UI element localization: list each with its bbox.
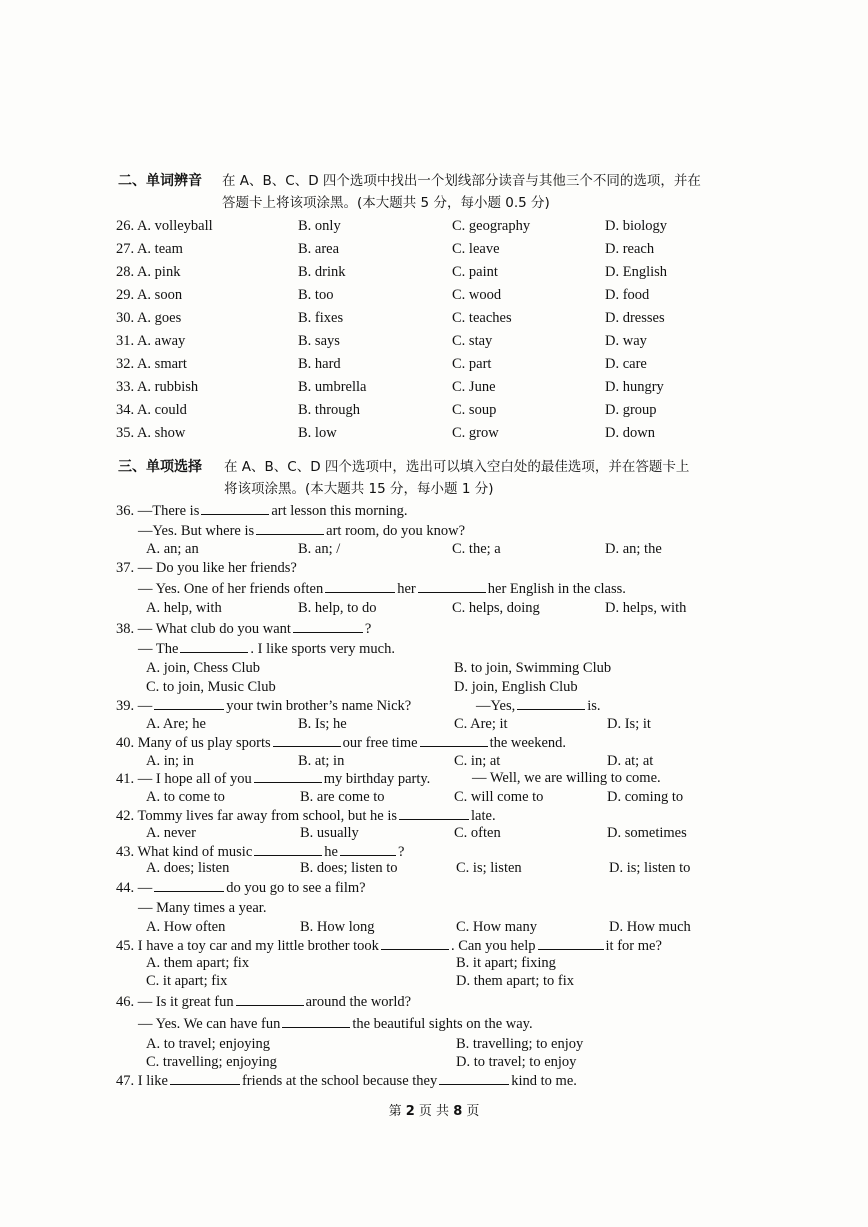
option-d: D. sometimes <box>607 825 687 841</box>
option-d: D. join, English Club <box>454 679 578 695</box>
q36-line1 <box>0 499 868 521</box>
q38-text: ? <box>364 621 372 637</box>
option-c: C. leave <box>452 241 500 257</box>
option-c: C. wood <box>452 287 502 303</box>
option-b: B. area <box>298 241 340 257</box>
section2-instruction-1: 在 A、B、C、D 四个选项中找出一个划线部分读音与其他三个不同的选项，并在 <box>222 173 701 189</box>
option-b: B. hard <box>298 356 341 372</box>
option-d: D. an; the <box>605 541 662 557</box>
q41-text: — Well, we are willing to come. <box>472 770 661 786</box>
q40-text: 40. Many of us play sports <box>116 735 271 751</box>
option-d: D. helps, with <box>605 600 687 616</box>
q44-text: — Many times a year. <box>138 900 267 916</box>
answer-blank <box>180 637 248 653</box>
option-b: B. low <box>298 425 337 441</box>
answer-blank <box>154 694 224 710</box>
option-d: D. way <box>605 333 647 349</box>
option-d: D. reach <box>605 241 655 257</box>
option-a: A. an; an <box>146 541 199 557</box>
answer-blank <box>418 577 486 593</box>
q44-text: 44. — <box>116 880 153 896</box>
question-row <box>0 307 868 329</box>
answer-blank <box>254 767 322 783</box>
q43-text: 43. What kind of music <box>116 844 253 860</box>
option-b: B. to join, Swimming Club <box>454 660 612 676</box>
question-row <box>0 422 868 444</box>
option-a: 28. A. pink <box>116 264 181 280</box>
option-c: C. June <box>452 379 496 395</box>
section2-header-line2 <box>0 192 868 214</box>
option-c: C. will come to <box>454 789 544 805</box>
option-b: B. help, to do <box>298 600 377 616</box>
q36-text: —Yes. But where is <box>138 523 255 539</box>
option-a: 32. A. smart <box>116 356 187 372</box>
section3-instruction-1: 在 A、B、C、D 四个选项中，选出可以填入空白处的最佳选项，并在答题卡上 <box>224 459 690 475</box>
option-a: A. them apart; fix <box>146 955 250 971</box>
option-a: A. How often <box>146 919 226 935</box>
q47-text: 47. I like <box>116 1073 168 1089</box>
q46-line2 <box>0 1012 868 1034</box>
option-c: C. is; listen <box>456 860 522 876</box>
q36-text: art lesson this morning. <box>271 503 408 519</box>
q44-text: do you go to see a film? <box>226 880 366 896</box>
q38-text: — The <box>138 641 179 657</box>
option-b: B. through <box>298 402 361 418</box>
section2-instruction-2: 答题卡上将该项涂黑。(本大题共 5 分，每小题 0.5 分) <box>222 195 550 211</box>
footer-text: 页 <box>466 1104 480 1119</box>
option-b: B. too <box>298 287 334 303</box>
q47-line1 <box>0 1069 868 1091</box>
q39-text: your twin brother’s name Nick? <box>226 698 412 714</box>
option-d: D. coming to <box>607 789 684 805</box>
q38-text: . I like sports very much. <box>250 641 395 657</box>
q46-text: the beautiful sights on the way. <box>352 1016 533 1032</box>
question-row <box>0 215 868 237</box>
option-a: A. to come to <box>146 789 225 805</box>
option-b: B. Is; he <box>298 716 347 732</box>
answer-blank <box>538 934 604 950</box>
q45-text: it for me? <box>605 938 662 954</box>
option-b: B. says <box>298 333 340 349</box>
q37-text: her <box>397 581 416 597</box>
option-b: B. drink <box>298 264 346 280</box>
section3-header <box>0 456 868 478</box>
q36-text: 36. —There is <box>116 503 200 519</box>
question-row <box>0 330 868 352</box>
footer-text: 页 共 <box>418 1104 450 1119</box>
answer-blank <box>399 804 469 820</box>
option-a: A. join, Chess Club <box>146 660 260 676</box>
answer-blank <box>236 990 304 1006</box>
section2-header <box>0 170 868 192</box>
q37-text: 37. — Do you like her friends? <box>116 560 297 576</box>
option-c: C. part <box>452 356 492 372</box>
option-b: B. fixes <box>298 310 344 326</box>
option-c: C. grow <box>452 425 499 441</box>
q41-text: my birthday party. <box>323 771 431 787</box>
page-footer <box>0 1100 868 1119</box>
option-d: D. Is; it <box>607 716 651 732</box>
option-a: 30. A. goes <box>116 310 182 326</box>
section2-title: 二、单词辨音 <box>118 173 202 189</box>
answer-blank <box>340 840 396 856</box>
option-c: C. stay <box>452 333 493 349</box>
footer-page-number: 2 <box>405 1104 415 1119</box>
option-a: A. never <box>146 825 196 841</box>
option-c: C. travelling; enjoying <box>146 1054 277 1070</box>
q37-line2 <box>0 577 868 599</box>
option-d: D. group <box>605 402 657 418</box>
q39-text: 39. — <box>116 698 153 714</box>
option-c: C. Are; it <box>454 716 508 732</box>
q38-line1 <box>0 617 868 639</box>
q46-text: around the world? <box>305 994 412 1010</box>
q46-line1 <box>0 990 868 1012</box>
option-a: 33. A. rubbish <box>116 379 199 395</box>
option-a: A. does; listen <box>146 860 230 876</box>
option-b: B. are come to <box>300 789 385 805</box>
q43-text: he <box>324 844 338 860</box>
option-d: D. biology <box>605 218 668 234</box>
footer-total-pages: 8 <box>453 1104 463 1119</box>
section3-header-line2 <box>0 478 868 500</box>
answer-blank <box>439 1069 509 1085</box>
q45-text: 45. I have a toy car and my little brother took <box>116 938 379 954</box>
q47-text: friends at the school because they <box>241 1073 438 1089</box>
q36-text: art room, do you know? <box>326 523 466 539</box>
answer-blank <box>293 617 363 633</box>
option-d: D. How much <box>609 919 691 935</box>
question-row <box>0 399 868 421</box>
option-b: B. at; in <box>298 753 345 769</box>
option-b: B. an; / <box>298 541 341 557</box>
option-b: B. How long <box>300 919 375 935</box>
answer-blank <box>201 499 269 515</box>
option-a: A. in; in <box>146 753 194 769</box>
answer-blank <box>381 934 449 950</box>
answer-blank <box>325 577 395 593</box>
option-c: C. in; at <box>454 753 501 769</box>
q37-text: her English in the class. <box>487 581 626 597</box>
footer-text: 第 <box>388 1104 402 1119</box>
option-d: D. to travel; to enjoy <box>456 1054 577 1070</box>
question-row <box>0 284 868 306</box>
q43-text: ? <box>397 844 405 860</box>
option-a: 35. A. show <box>116 425 186 441</box>
answer-blank <box>254 840 322 856</box>
answer-blank <box>256 519 324 535</box>
q38-line2 <box>0 637 868 659</box>
q45-text: . Can you help <box>450 938 536 954</box>
q37-options <box>0 597 868 619</box>
option-a: 34. A. could <box>116 402 187 418</box>
q39-text: is. <box>587 698 601 714</box>
option-b: B. does; listen to <box>300 860 398 876</box>
option-d: D. food <box>605 287 650 303</box>
option-a: 31. A. away <box>116 333 186 349</box>
q40-text: the weekend. <box>489 735 567 751</box>
question-row <box>0 376 868 398</box>
option-c: C. teaches <box>452 310 512 326</box>
question-row <box>0 261 868 283</box>
option-a: 29. A. soon <box>116 287 183 303</box>
option-d: D. care <box>605 356 647 372</box>
option-a: A. Are; he <box>146 716 206 732</box>
option-c: C. soup <box>452 402 497 418</box>
answer-blank <box>154 876 224 892</box>
q40-text: our free time <box>342 735 418 751</box>
option-b: B. it apart; fixing <box>456 955 556 971</box>
option-b: B. travelling; to enjoy <box>456 1036 584 1052</box>
option-c: C. it apart; fix <box>146 973 228 989</box>
q38-text: 38. — What club do you want <box>116 621 291 637</box>
answer-blank <box>282 1012 350 1028</box>
q45-options-row2 <box>0 970 868 992</box>
option-d: D. is; listen to <box>609 860 691 876</box>
answer-blank <box>420 731 488 747</box>
q44-line1 <box>0 876 868 898</box>
option-c: C. geography <box>452 218 531 234</box>
q46-text: — Yes. We can have fun <box>138 1016 281 1032</box>
section3-instruction-2: 将该项涂黑。(本大题共 15 分，每小题 1 分) <box>224 481 494 497</box>
question-row <box>0 238 868 260</box>
option-d: D. hungry <box>605 379 664 395</box>
q37-line1 <box>0 557 868 579</box>
option-c: C. to join, Music Club <box>146 679 276 695</box>
option-a: 26. A. volleyball <box>116 218 213 234</box>
option-a: 27. A. team <box>116 241 183 257</box>
question-row <box>0 353 868 375</box>
option-a: A. to travel; enjoying <box>146 1036 271 1052</box>
q41-text: 41. — I hope all of you <box>116 771 252 787</box>
q46-text: 46. — Is it great fun <box>116 994 234 1010</box>
answer-blank <box>517 694 585 710</box>
option-c: C. How many <box>456 919 537 935</box>
option-d: D. them apart; to fix <box>456 973 574 989</box>
option-c: C. the; a <box>452 541 501 557</box>
option-b: B. usually <box>300 825 359 841</box>
answer-blank <box>273 731 341 747</box>
option-c: C. often <box>454 825 501 841</box>
option-c: C. helps, doing <box>452 600 540 616</box>
option-c: C. paint <box>452 264 498 280</box>
option-a: A. help, with <box>146 600 222 616</box>
q42-text: late. <box>471 808 496 824</box>
option-d: D. English <box>605 264 668 280</box>
option-b: B. only <box>298 218 341 234</box>
option-d: D. dresses <box>605 310 665 326</box>
option-b: B. umbrella <box>298 379 367 395</box>
option-d: D. down <box>605 425 655 441</box>
q42-text: 42. Tommy lives far away from school, but he is <box>116 808 398 824</box>
answer-blank <box>170 1069 240 1085</box>
section3-title: 三、单项选择 <box>118 459 202 475</box>
q47-text: kind to me. <box>511 1073 577 1089</box>
q37-text: — Yes. One of her friends often <box>138 581 324 597</box>
option-d: D. at; at <box>607 753 654 769</box>
q39-text: —Yes, <box>476 698 516 714</box>
